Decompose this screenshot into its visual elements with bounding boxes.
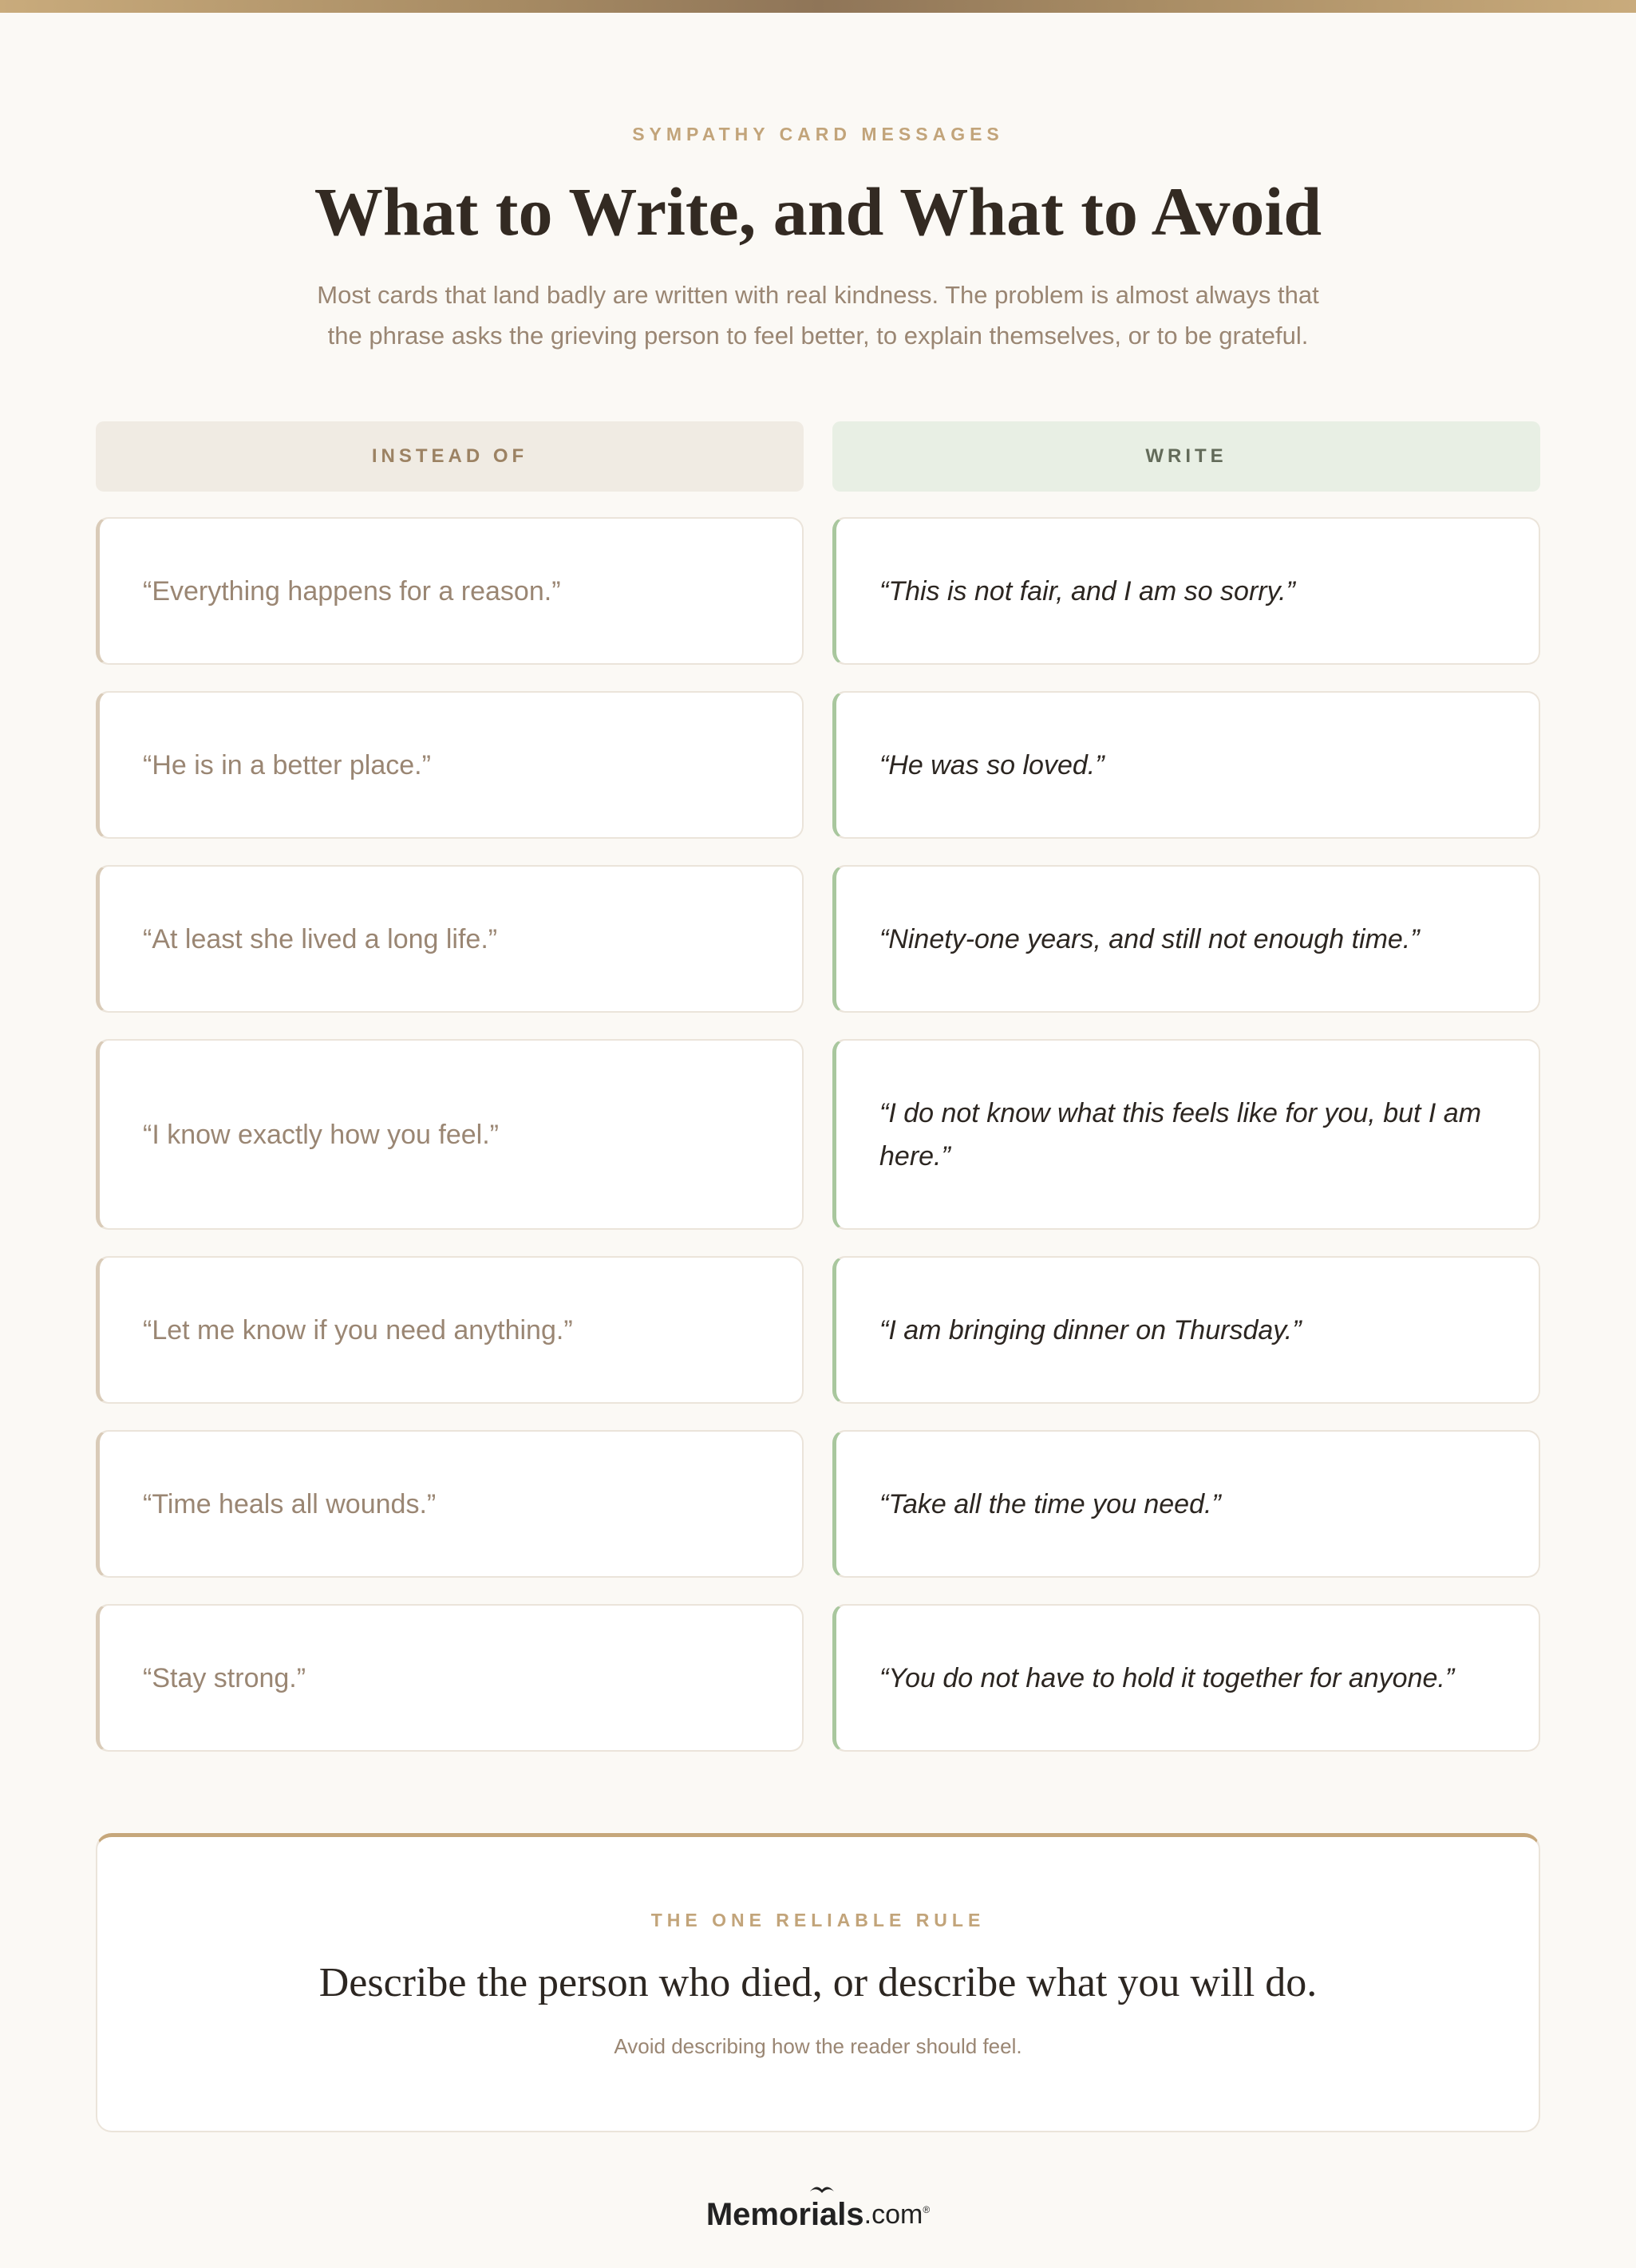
instead-of-header: INSTEAD OF [96, 421, 804, 492]
write-phrase: “You do not have to hold it together for anyone.” [879, 1662, 1455, 1693]
write-phrase: “Take all the time you need.” [879, 1488, 1221, 1519]
registered-mark: ® [923, 2204, 931, 2215]
write-card [832, 1039, 1540, 1230]
write-phrase: “This is not fair, and I am so sorry.” [879, 575, 1295, 607]
avoid-card [96, 1256, 804, 1404]
subtitle-line-2: the phrase asks the grieving person to feel better, to explain themselves, or to be grateful. [327, 322, 1309, 350]
page-eyebrow: SYMPATHY CARD MESSAGES [632, 124, 1004, 144]
write-card [832, 865, 1540, 1013]
avoid-card [96, 1039, 804, 1230]
page-subtitle [239, 275, 1397, 356]
write-card [832, 1430, 1540, 1578]
logo-main-text: Memorials [705, 2197, 864, 2232]
rule-eyebrow: THE ONE RELIABLE RULE [650, 1910, 986, 1930]
logo-tld: .com [863, 2199, 923, 2230]
rule-text: Describe the person who died, or describe what you will do. [318, 1960, 1318, 2005]
rule-note: Avoid describing how the reader should feel. [614, 2034, 1022, 2058]
write-card [832, 1256, 1540, 1404]
avoid-phrase: “Time heals all wounds.” [143, 1488, 437, 1519]
avoid-phrase: “At least she lived a long life.” [143, 923, 498, 954]
write-phrase: “He was so loved.” [879, 749, 1104, 780]
write-phrase: “I am bringing dinner on Thursday.” [879, 1314, 1302, 1345]
avoid-phrase: “Let me know if you need anything.” [143, 1314, 573, 1345]
avoid-card [96, 517, 804, 665]
write-card [832, 691, 1540, 839]
write-card [832, 517, 1540, 665]
top-accent-bar [0, 0, 1636, 13]
avoid-card [96, 1604, 804, 1752]
avoid-card [96, 691, 804, 839]
avoid-phrase: “Everything happens for a reason.” [143, 575, 561, 607]
write-card [832, 1604, 1540, 1752]
avoid-phrase: “He is in a better place.” [143, 749, 431, 780]
rule-callout [96, 1833, 1540, 2132]
avoid-phrase: “I know exactly how you feel.” [143, 1119, 499, 1150]
avoid-card [96, 1430, 804, 1578]
avoid-phrase: “Stay strong.” [143, 1662, 306, 1693]
subtitle-line-1: Most cards that land badly are written with real kindness. The problem is almost always that [317, 281, 1319, 309]
avoid-card [96, 865, 804, 1013]
page-title: What to Write, and What to Avoid [314, 173, 1322, 250]
memorials-logo[interactable] [706, 2179, 930, 2234]
write-header: WRITE [832, 421, 1540, 492]
bird-icon [808, 2182, 836, 2195]
write-phrase: “Ninety-one years, and still not enough time.” [879, 923, 1420, 954]
logo-wordmark [706, 2195, 864, 2234]
write-phrase: “I do not know what this feels like for you, but I am here.” [879, 1097, 1482, 1172]
